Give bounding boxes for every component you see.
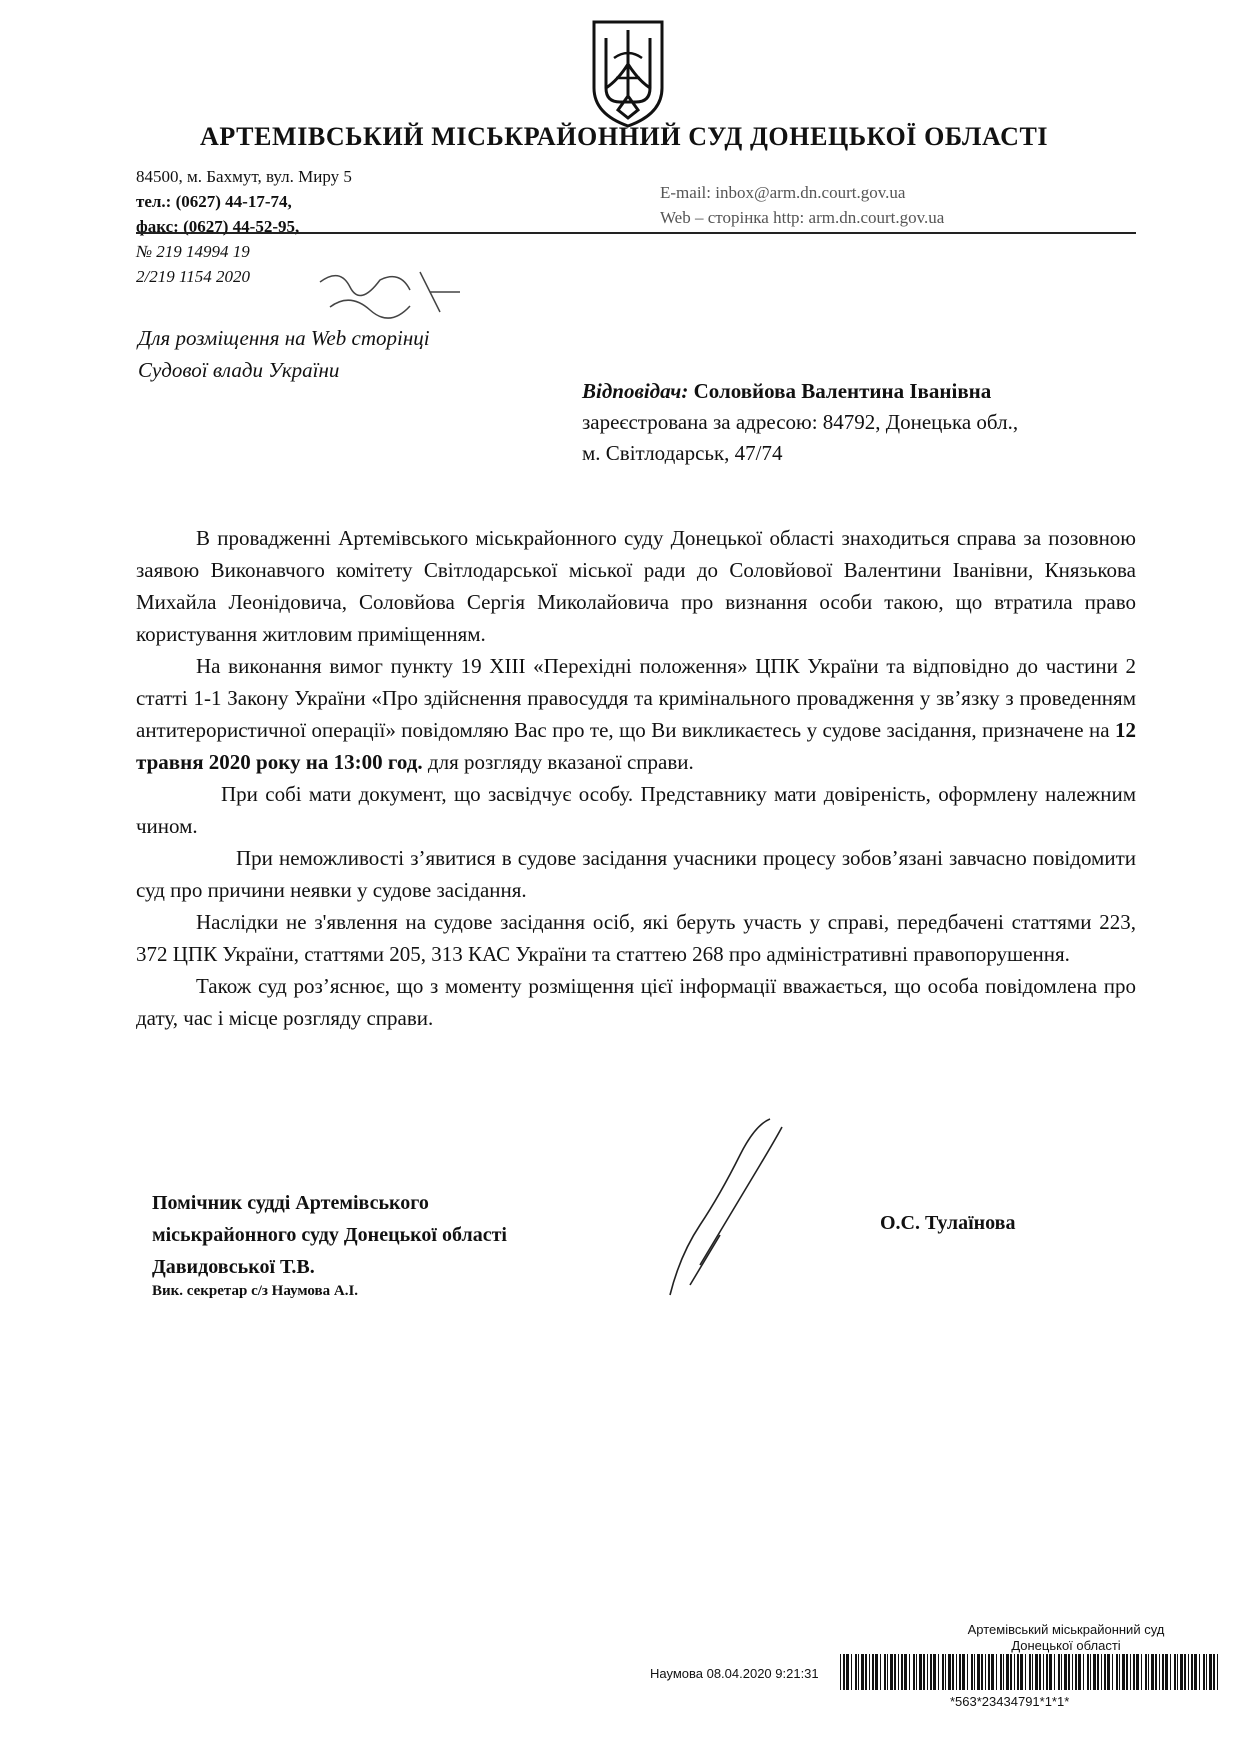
stamp-court-line1: Артемівський міськрайонний суд	[967, 1622, 1165, 1637]
summons-purpose: для розгляду вказаної справи.	[427, 750, 694, 774]
registration-stamp	[916, 1622, 1216, 1654]
secretary-note: Вик. секретар с/з Наумова А.І.	[152, 1283, 359, 1299]
paragraph-case-info: В провадженні Артемівського міськрайонного суду Донецької області знаходиться справа за позовною заявою Виконавчого комітету Світлодарської міської ради до Соловйової Валентини Іванівни, Князькова Михайла Леонідовича, Соловйова Сергія Миколайовича про визнання особи такою, що втратила право користування житловим приміщенням.	[136, 526, 1136, 646]
placement-note	[138, 322, 430, 386]
court-web: Web – сторінка http: arm.dn.court.gov.ua	[660, 208, 945, 227]
paragraph-absence: При неможливості з’явитися в судове засідання учасники процесу зобов’язані завчасно повідомити суд про причини неявки у судове засідання.	[136, 846, 1136, 902]
court-phone: тел.: (0627) 44-17-74,	[136, 192, 292, 211]
recipient-address-line1: зареєстрована за адресою: 84792, Донецька обл.,	[582, 410, 1019, 434]
recipient-block	[582, 376, 1018, 469]
hearing-date: 12 травня 2020 року на 13:00 год.	[136, 718, 1136, 774]
signer-line3: Давидовської Т.В.	[152, 1256, 315, 1278]
summons-text: На виконання вимог пункту 19 XIII «Перехідні положення» ЦПК України та відповідно до частини 2 статті 1-1 Закону України «Про здійснення правосуддя та кримінального провадження у зв’язку з проведенням антитерористичної операції» повідомляю Вас про те, що Ви викликаєтесь у судове засідання, призначене на	[136, 654, 1136, 742]
registration-datetime: Наумова 08.04.2020 9:21:31	[650, 1666, 819, 1681]
barcode-code: *563*23434791*1*1*	[950, 1694, 1070, 1709]
paragraph-summons	[136, 650, 1136, 778]
court-email: E-mail: inbox@arm.dn.court.gov.ua	[660, 183, 906, 202]
letter-body	[136, 522, 1136, 1034]
court-fax: факс: (0627) 44-52-95,	[136, 217, 300, 236]
paragraph-consequences: Наслідки не з'явлення на судове засідання осіб, які беруть участь у справі, передбачені статтями 223, 372 ЦПК України, статтями 205, 313 КАС України та статтею 268 про адміністративні правопорушення.	[136, 910, 1136, 966]
court-address: 84500, м. Бахмут, вул. Миру 5	[136, 167, 352, 186]
signer-block	[152, 1187, 507, 1283]
placement-note-line1: Для розміщення на Web сторінці	[138, 326, 430, 350]
placement-note-line2: Судової влади України	[138, 358, 340, 382]
signer-line1: Помічник судді Артемівського	[152, 1192, 429, 1214]
recipient-name: Соловйова Валентина Іванівна	[693, 379, 992, 403]
court-name: АРТЕМІВСЬКИЙ МІСЬКРАЙОННИЙ СУД ДОНЕЦЬКОЇ ОБЛАСТІ	[200, 122, 1049, 151]
case-number-2: 2/219 1154 2020	[136, 267, 250, 286]
signatory-name: О.С. Тулаїнова	[880, 1212, 1016, 1234]
header-divider	[136, 232, 1136, 234]
barcode-icon	[840, 1654, 1220, 1690]
recipient-label: Відповідач:	[582, 379, 689, 403]
court-online-contacts	[660, 180, 944, 230]
signature-icon	[660, 1115, 790, 1305]
paragraph-documents: При собі мати документ, що засвідчує особу. Представнику мати довіреність, оформлену належним чином.	[136, 782, 1136, 838]
stamp-court-line2: Донецької області	[1011, 1638, 1121, 1653]
recipient-address-line2: м. Світлодарськ, 47/74	[582, 441, 783, 465]
coat-of-arms-icon	[588, 18, 668, 130]
case-number-1: № 219 14994 19	[136, 242, 250, 261]
paragraph-notice: Також суд роз’яснює, що з моменту розміщення цієї інформації вважається, що особа повідомлена про дату, час і місце розгляду справи.	[136, 974, 1136, 1030]
signer-line2: міськрайонного суду Донецької області	[152, 1224, 507, 1246]
